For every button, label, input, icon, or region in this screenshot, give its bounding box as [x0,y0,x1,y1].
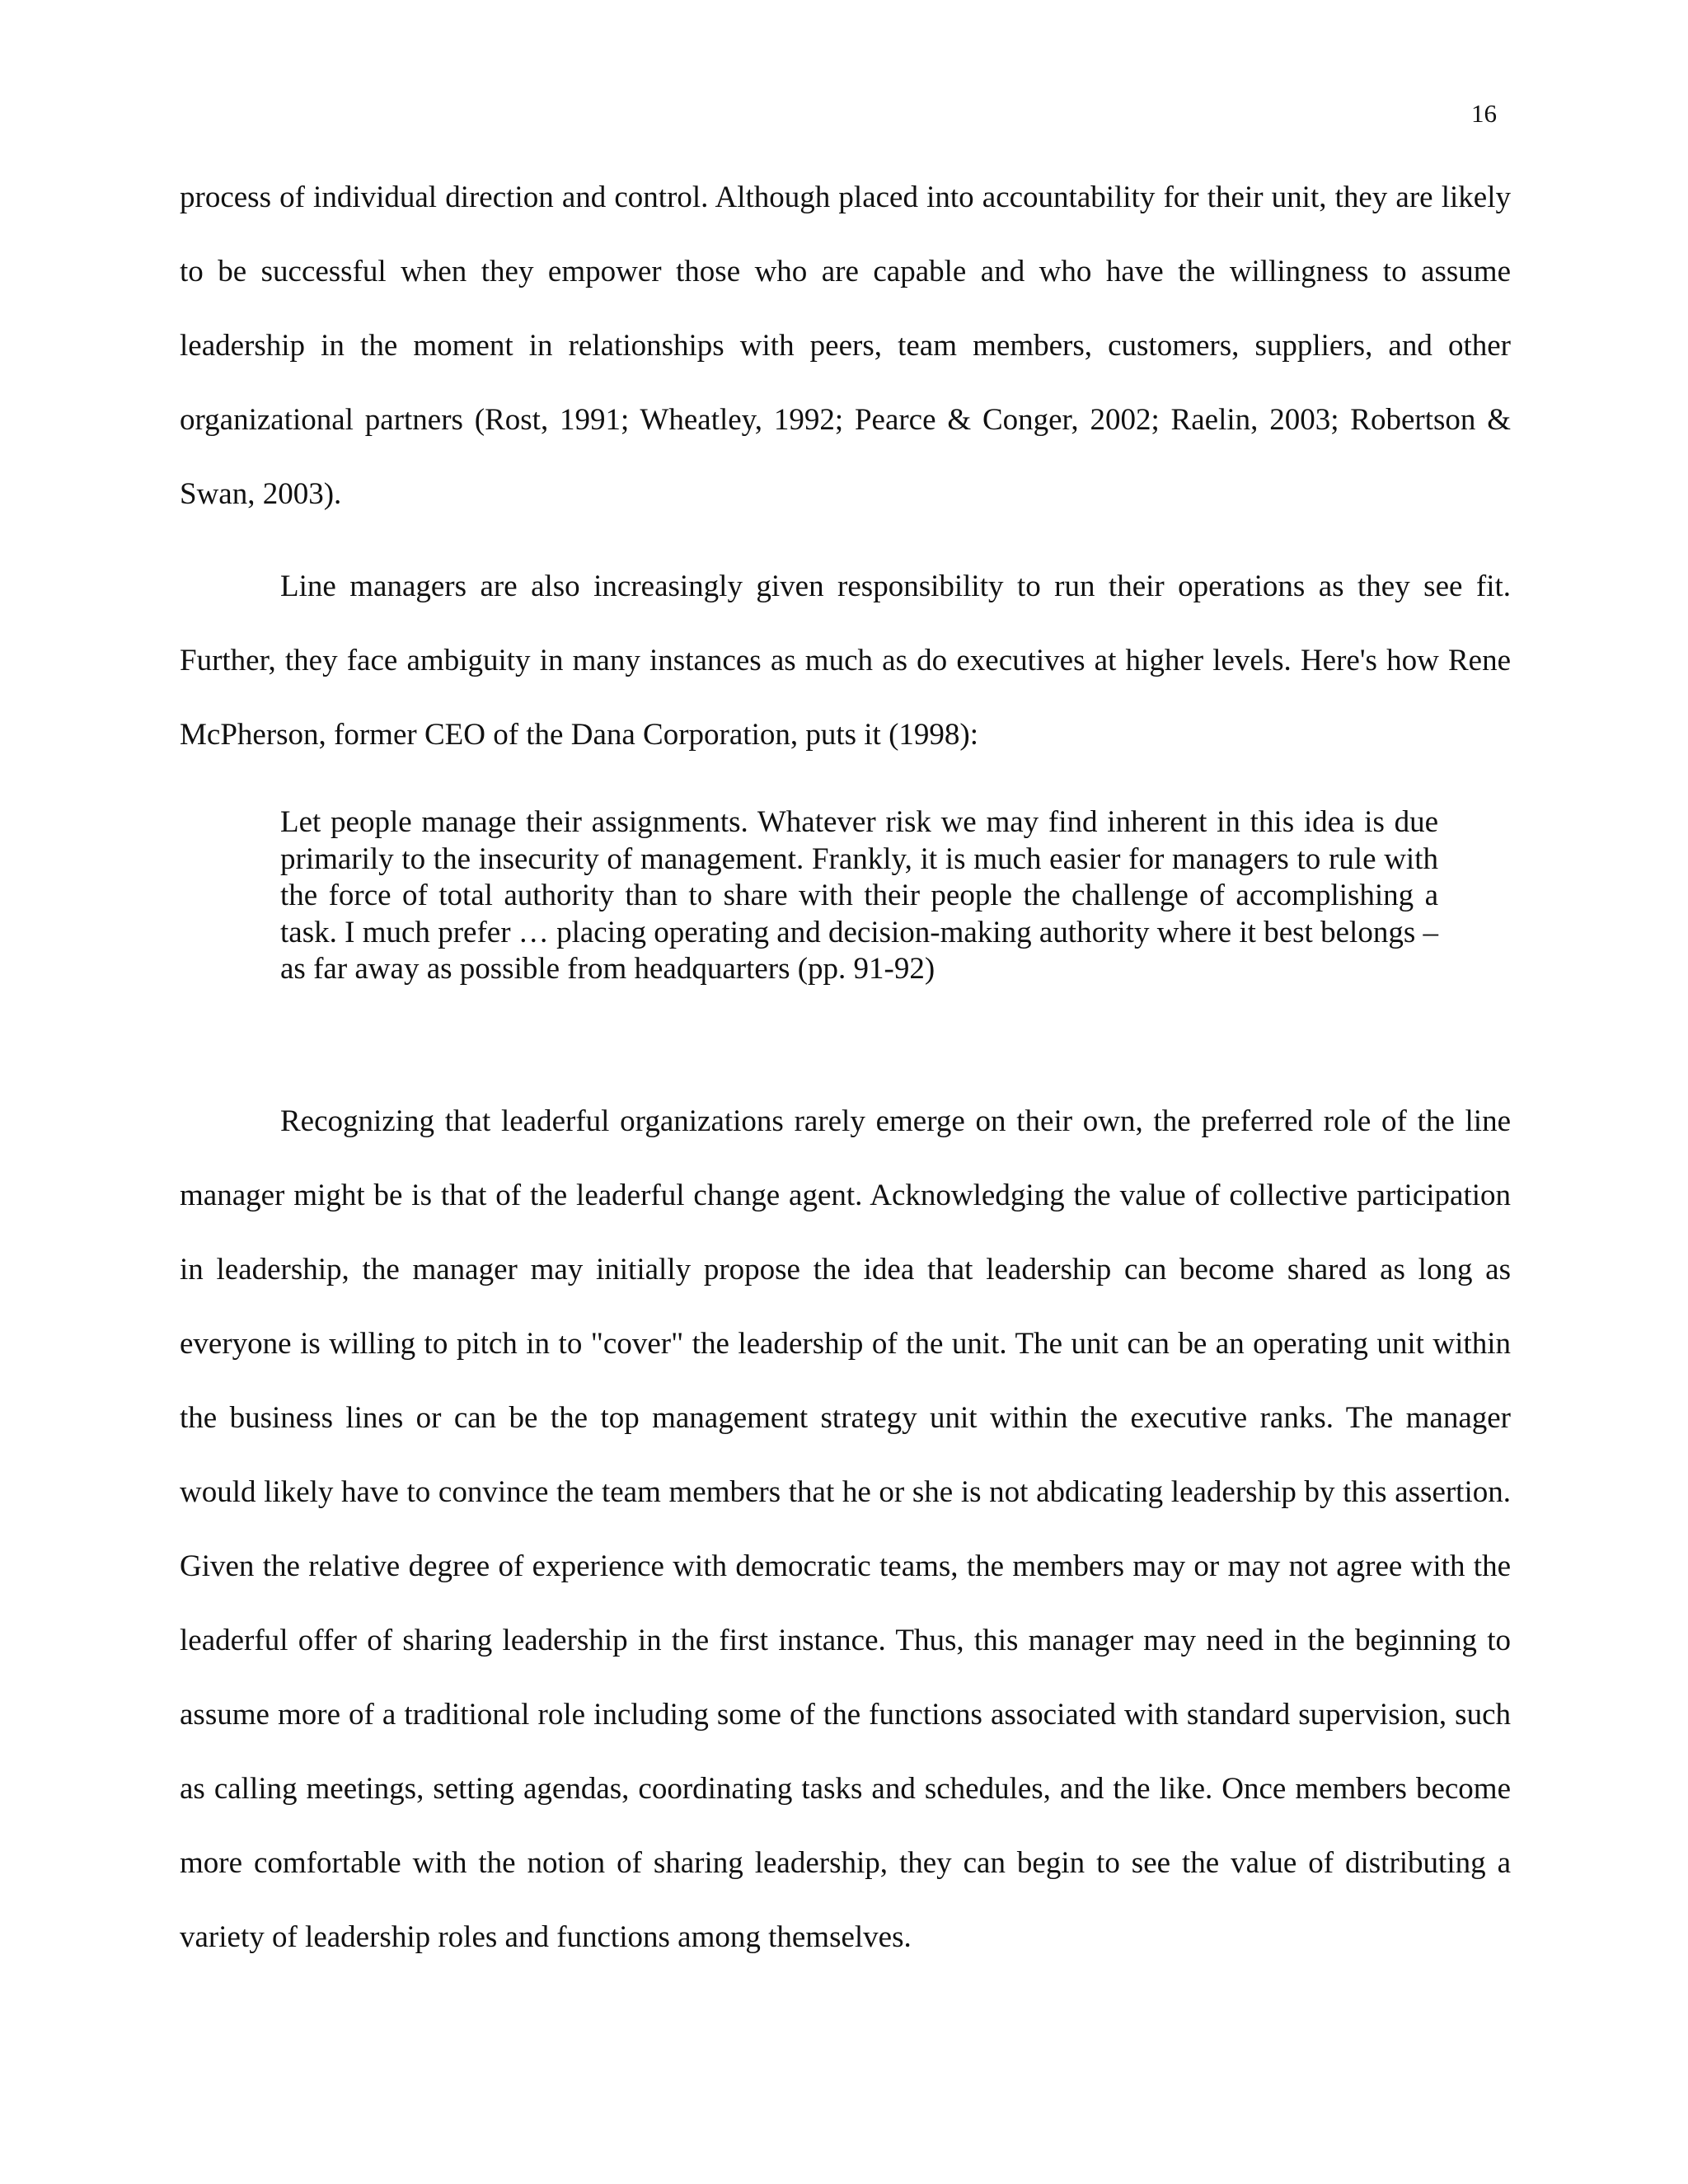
body-paragraph-2: Line managers are also increasingly given responsibility to run their operations as they see fit. Further, they face ambiguity in many instances as much as do executives at higher levels. Here's how Rene McPherson, former CEO of the Dana Corporation, puts it (1998): [180,569,1511,752]
page-number: 16 [1471,99,1497,128]
block-quote: Let people manage their assignments. Whatever risk we may find inherent in this idea is due primarily to the insecurity of management. Frankly, it is much easier for managers to rule with the force of total authority than to share with their people the challenge of accomplishing a task. I much prefer … placing operating and decision-making authority where it best belongs – as far away as possible from headquarters (pp. 91-92) [280,805,1438,986]
body-paragraph-3: Recognizing that leaderful organizations rarely emerge on their own, the preferred role of the line manager might be is that of the leaderful change agent. Acknowledging the value of collective participation in leadership, the manager may initially propose the idea that leadership can become shared as long as everyone is willing to pitch in to "cover" the leadership of the unit. The unit can be an operating unit within the business lines or can be the top management strategy unit within the executive ranks. The manager would likely have to convince the team members that he or she is not abdicating leadership by this assertion. Given the relative degree of experience with democratic teams, the members may or may not agree with the leaderful offer of sharing leadership in the first instance. Thus, this manager may need in the beginning to assume more of a traditional role including some of the functions associated with standard supervision, such as calling meetings, setting agendas, coordinating tasks and schedules, and the like. Once members become more comfortable with the notion of sharing leadership, they can begin to see the value of distributing a variety of leadership roles and functions among themselves. [180,1104,1511,1954]
body-paragraph-1: process of individual direction and control. Although placed into accountability for their unit, they are likely to be successful when they empower those who are capable and who have the willingness to assume leadership in the moment in relationships with peers, team members, customers, suppliers, and other organizational partners (Rost, 1991; Wheatley, 1992; Pearce & Conger, 2002; Raelin, 2003; Robertson & Swan, 2003). [180,180,1511,511]
